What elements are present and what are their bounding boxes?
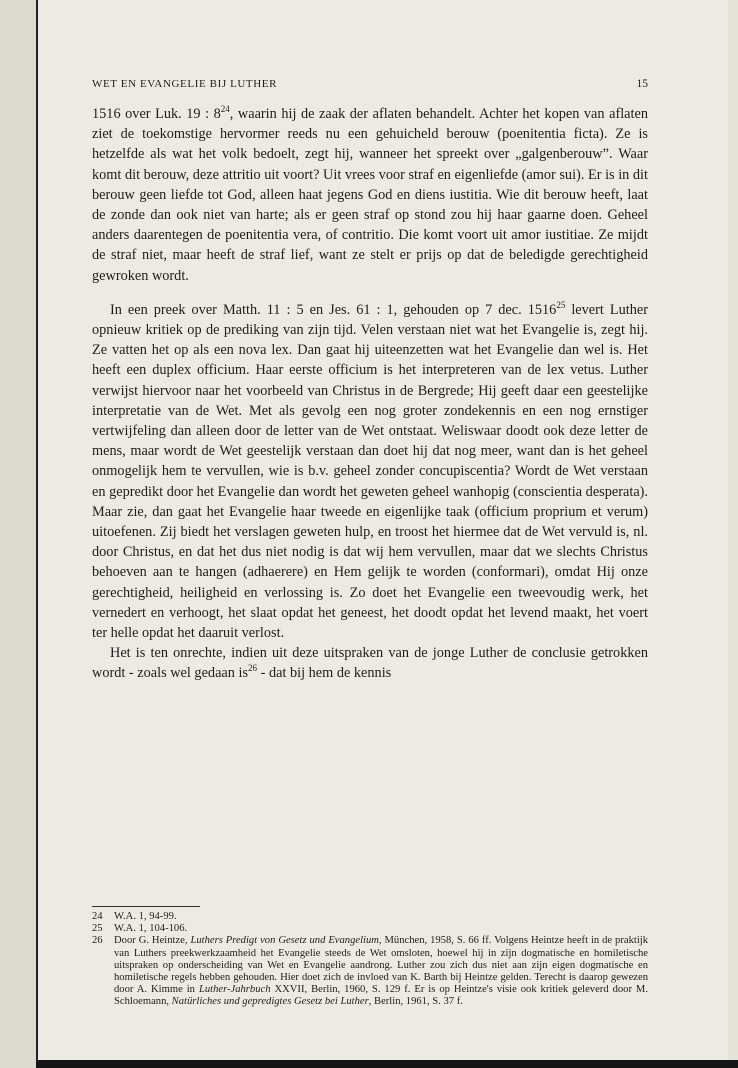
footnote-segment: W.A. 1, 104-106.: [114, 923, 188, 935]
paragraph-text: levert Luther opnieuw kritiek op de prediking van zijn tijd. Velen verstaan niet wat het Evangelie is, zegt hij. Ze vatten het op als een nova lex. Dan gaat hij uiteenzetten wat het Evangelie dan wel is. Het heeft een duplex officium. Haar eerste officium is het interpreteren van de lex vetus. Luther verwijst hiervoor naar het voorbeeld van Christus in de Bergrede; Hij geeft daar een geestelijke interpretatie van de Wet. Met als gevolg een nog groter zondekennis en een nog ernstiger vertwijfeling dan alleen door de letter van de Wet ontstaat. Weliswaar doodt ook deze letter de mens, maar wordt de Wet geestelijk verstaan dan doet hij dat nog meer, want dan is het geheel onmogelijk hem te vervullen, wie is b.v. geheel zonder concupiscentia? Wordt de Wet verstaan en gepredikt door het Evangelie dan wordt het geweten geheel wanhopig (conscientia desperata). Maar zie, dan gaat het Evangelie haar tweede en eigenlijke taak (officium proprium et verum) uitoefenen. Zij biedt het verslagen geweten hulp, en troost het hiermee dat de Wet vervuld is, nl. door Christus, en dat het dus niet nodig is dat wij hem vervullen, maar dat we slechts Christus behoeven aan te hangen (adhaerere) en Hem gelijk te worden (conformari), omdat Hij onze gerechtigheid, heiligheid en verlossing is. Zo doet het Evangelie een tweevoudig werk, het vernedert en verhoogt, het slaat opdat het geneest, het doodt opdat het levend maakt, het voert ter helle opdat het daaruit verlost.: [92, 301, 648, 642]
footnote-number: 26: [92, 935, 103, 947]
footnote-segment: , München, 1958, S. 66 ff. Volgens Heintze heeft in de praktijk van Luthers preekwerkzaamheid het Evangelie steeds de Wet omsloten, hoewel hij in zijn dogmatische en homiletische uitspraken op onderscheiding van Wet en Evangelie aandrong. Luther zou zich dus niet aan zijn eigen dogmatische en homiletische regels hebben gehouden. Hier doet zich de invloed van K. Barth bij Heintze gelden. Terecht is daarop gewezen door A. Kimme in: [114, 935, 649, 996]
footnote-segment: XXVII, Berlin, 1960, S. 129 f. Er is op Heintze's visie ook kritiek geleverd door M. Schloemann,: [114, 984, 648, 1008]
page-number: 15: [636, 78, 648, 90]
running-head-title: WET EN EVANGELIE BIJ LUTHER: [92, 78, 278, 90]
scan-left-margin: [0, 0, 36, 1068]
footnote-26: [92, 935, 648, 1008]
scan-bottom-edge: [36, 1060, 738, 1068]
footnote-book-title: Luther-Jahrbuch: [198, 984, 271, 996]
footnote-text: [114, 911, 648, 923]
footnote-text: [114, 923, 648, 935]
body-text: [92, 104, 648, 684]
footnote-number: 24: [92, 911, 103, 922]
footnote-book-title: Natürliches und gepredigtes Gesetz bei Luther: [171, 996, 369, 1008]
paragraph-1: [92, 104, 648, 286]
footnote-ref-26[interactable]: 26: [248, 663, 258, 674]
paragraph-2: [92, 300, 648, 643]
footnote-book-title: Luthers Predigt von Gesetz und Evangelium: [190, 935, 379, 947]
paragraph-text: Het is ten onrechte, indien uit deze uitspraken van de jonge Luther de conclusie getrokken wordt - zoals wel gedaan is: [92, 645, 648, 682]
footnote-text: [114, 935, 648, 1008]
footnote-segment: W.A. 1, 94-99.: [114, 911, 177, 922]
paragraph-text: In een preek over Matth. 11 : 5 en Jes. 61 : 1, gehouden op 7 dec. 1516: [110, 301, 557, 318]
paragraph-text: 1516 over Luk. 19 : 8: [92, 106, 221, 122]
footnote-25: [92, 923, 648, 935]
paragraph-3: [92, 643, 648, 683]
running-head: [92, 78, 648, 90]
footnotes: [92, 911, 648, 1009]
footnote-divider: [92, 906, 200, 907]
footnote-segment: Door G. Heintze,: [114, 935, 191, 947]
scan-right-margin: [728, 0, 738, 1060]
scan-binding-edge: [36, 0, 38, 1060]
footnote-ref-24[interactable]: 24: [220, 104, 230, 114]
footnote-number: 25: [92, 923, 103, 935]
paragraph-text: - dat bij hem de kennis: [257, 665, 392, 682]
footnote-24: [92, 911, 648, 923]
footnote-segment: , Berlin, 1961, S. 37 f.: [368, 996, 463, 1008]
paragraph-text: , waarin hij de zaak der aflaten behandelt. Achter het kopen van aflaten ziet de toekomstige hervormer reeds nu een gehuicheld berouw (poenitentia ficta). Ze is hetzelfde als wat het volk bedoelt, zegt hij, wanneer het spreekt over „galgenberouw”. Waar komt dit berouw, deze attritio uit voort? Uit vrees voor straf en eigenliefde (amor sui). Er is in dit berouw geen liefde tot God, alleen haat jegens God en diens iustitia. Wie dit berouw heeft, laat de zonde dan ook niet van harte; als er geen straf op stond zou hij haar gaarne doen. Geheel anders daarentegen de poenitentia vera, of contritio. Die komt voort uit amor iustitiae. Ze mijdt de straf niet, maar heeft de straf lief, want ze stelt er prijs op dat de beledigde gerechtigheid gewroken wordt.: [92, 106, 648, 284]
footnote-ref-25[interactable]: 25: [556, 299, 566, 310]
